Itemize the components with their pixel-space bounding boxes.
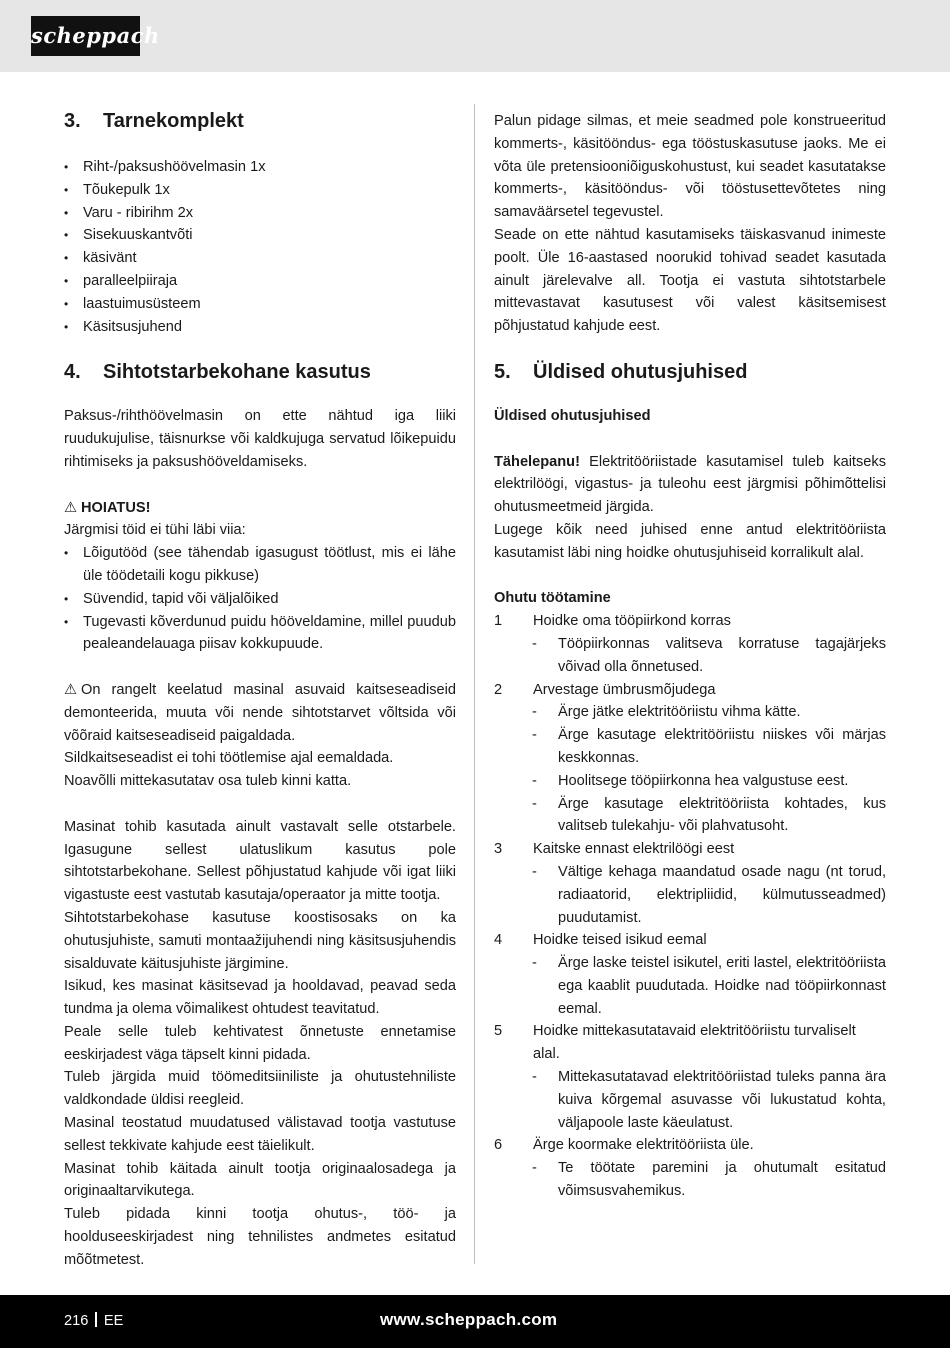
safety-rules-list — [494, 610, 886, 1203]
dash-marker: - — [532, 955, 537, 972]
rule-item — [494, 610, 886, 633]
list-item: • paralleelpiiraja — [64, 270, 456, 293]
dash-marker: - — [532, 863, 537, 880]
warning-icon: ⚠ — [64, 499, 78, 516]
rule-number: 4 — [494, 932, 503, 949]
rule-subtext: Ärge kasutage elektritööriista kohtades, kus valitseb tulekahju- või plahvatusoht. — [558, 795, 886, 835]
list-item: • Sisekuuskantvõti — [64, 224, 456, 247]
attention-label: Tähelepanu! — [494, 453, 580, 470]
rule-number: 1 — [494, 613, 503, 630]
list-item: • laastuimusüsteem — [64, 293, 456, 316]
rule-number: 5 — [494, 1023, 503, 1040]
delivery-list — [64, 156, 456, 338]
paragraph: Tuleb pidada kinni tootja ohutus-, töö- ja hoolduseeskirjadest ning tehnilistes andmetes esitatud mõõtmetest. — [64, 1206, 456, 1268]
rule-text: Arvestage ümbrusmõjudega — [533, 681, 716, 698]
rule-subtext: Vältige kehaga maandatud osade nagu (nt torud, radiaatorid, elektripliidid, külmutusseadmed) puudutamist. — [558, 863, 886, 926]
header-band — [0, 0, 950, 72]
dash-marker: - — [532, 1160, 537, 1177]
rule-subtext: Mittekasutatavad elektritööriistad tuleks panna ära kuiva kõrgemal asuvasse või lukustatud kohta, väljapoole laste käeulatust. — [558, 1069, 886, 1131]
section-5-heading — [494, 360, 886, 384]
usage-paragraphs — [64, 816, 456, 1272]
rule-item — [494, 679, 886, 702]
rule-item — [494, 1134, 886, 1157]
page-indicator — [64, 1310, 123, 1332]
warning-icon: ⚠ — [64, 681, 78, 698]
paragraph: Masinat tohib kasutada ainult vastavalt selle otstarbele. Igasugune sellest ulatuslikum kasutus pole sihtotstarbekohane. Sellest põhjustatud kahjude või igat liiki vigastuste eest vastutab kasutaja/operaator ja mitte tootja. — [64, 818, 456, 904]
rule-text: Kaitske ennast elektrilöögi eest — [533, 841, 735, 858]
paragraph: Isikud, kes masinat käsitsevad ja hooldavad, peavad seda tundma ja olema võimalikest ohtudest teavitatud. — [64, 978, 456, 1018]
rule-item — [494, 929, 886, 952]
section-3-heading — [64, 109, 456, 133]
section-title: Sihtotstarbekohane kasutus — [103, 361, 371, 384]
subsection-title: Üldised ohutusjuhised — [494, 407, 651, 424]
list-item: • Varu - ribirihm 2x — [64, 202, 456, 225]
list-item: • Käsitsusjuhend — [64, 316, 456, 339]
left-column — [64, 108, 456, 1272]
section-number: 3. — [64, 110, 81, 132]
paragraph: Sihtotstarbekohase kasutuse koostisosaks on ka ohutusjuhiste, samuti montaažijuhendi ning käsitsusjuhendis sisalduvate käitusjuhiste järgimine. — [64, 909, 456, 972]
column-divider — [474, 104, 475, 1264]
rule-number: 6 — [494, 1137, 503, 1154]
website-url: www.scheppach.com — [380, 1310, 558, 1329]
paragraph: Masinat tohib käitada ainult tootja originaalosadega ja originaaltarvikutega. — [64, 1160, 456, 1200]
rule-text: Hoidke teised isikud eemal — [533, 932, 707, 949]
rule-subtext: Hoolitsege tööpiirkonna hea valgustuse eest. — [558, 772, 849, 789]
separator — [95, 1312, 97, 1327]
warning-title: HOIATUS! — [81, 499, 151, 516]
rule-item — [494, 1020, 886, 1066]
rule-text: Ärge koormake elektritööriista üle. — [533, 1137, 754, 1154]
right-column — [494, 108, 886, 1203]
dash-marker: - — [532, 1069, 537, 1086]
rule-subitem — [494, 770, 886, 793]
rule-subtext: Ärge jätke elektritööriistu vihma kätte. — [558, 704, 801, 721]
list-item: • käsivänt — [64, 247, 456, 270]
read-instructions-paragraph: Lugege kõik need juhised enne antud elektritööriista kasutamist läbi ning hoidke ohutusjuhiseid korralikult alal. — [494, 521, 886, 561]
list-item: • Tõukepulk 1x — [64, 179, 456, 202]
section-number: 5. — [494, 360, 511, 383]
section-number: 4. — [64, 361, 81, 384]
dash-marker: - — [532, 772, 537, 789]
list-item: • Riht-/paksushöövelmasin 1x — [64, 156, 456, 179]
language-code: EE — [103, 1313, 124, 1329]
paragraph: Masinal teostatud muudatused välistavad tootja vastutuse sellest tekkivate kahjude eest täielikult. — [64, 1115, 456, 1154]
rule-subtext: Ärge kasutage elektritööriistu niiskes või märjas keskkonnas. — [558, 727, 886, 766]
attention-paragraph — [494, 451, 886, 519]
rule-number: 2 — [494, 681, 503, 698]
rule-subitem — [494, 1066, 886, 1134]
rule-subitem — [494, 724, 886, 770]
list-item: • Tugevasti kõverdunud puidu hööveldamine, millel puudub pealeandelauaga piisav kokkupuude. — [64, 611, 456, 657]
rule-number: 3 — [494, 841, 503, 858]
scheppach-logo: scheppach — [31, 16, 140, 56]
paragraph: Noavõlli mittekasutatav osa tuleb kinni katta. — [64, 773, 352, 790]
dash-marker: - — [532, 635, 537, 652]
rule-subtext: Tööpiirkonnas valitseva korratuse tagajärjeks võivad olla õnnetused. — [558, 635, 886, 675]
rule-subitem — [494, 701, 886, 724]
section-title: Tarnekomplekt — [103, 110, 244, 132]
section-4-heading — [64, 360, 456, 384]
rule-subitem — [494, 952, 886, 1020]
safe-work-title: Ohutu töötamine — [494, 590, 611, 607]
rule-subtext: Ärge laske teistel isikutel, eriti lastel, elektritööriista ega kaablit puudutada. Hoidke nad tööpiirkonnast eemal. — [558, 955, 886, 1017]
page-number: 216 — [64, 1313, 89, 1329]
list-item: • Lõigutööd (see tähendab igasugust töötlust, mis ei lähe üle töödetaili kogu pikkuse) — [64, 542, 456, 588]
rule-text: Hoidke oma tööpiirkond korras — [533, 613, 731, 630]
rule-subitem — [494, 1157, 886, 1203]
dash-marker: - — [532, 795, 537, 812]
paragraph: Tuleb järgida muid töömeditsiiniliste ja ohutustehniliste valdkondade üldisi reegleid. — [64, 1069, 456, 1109]
warning-list — [64, 542, 456, 656]
rule-item — [494, 838, 886, 861]
adults-paragraph: Seade on ette nähtud kasutamiseks täiskasvanud inimeste poolt. Üle 16-aastased noorukid tohivad seadet kasutada ainult järelevalve all. Tootja ei vastuta sihtotstarbele mittevastavat kasutusest või valest käsitsemisest põhjustatud kahjude eest. — [494, 226, 886, 335]
warning-lead: Järgmisi töid ei tühi läbi viia: — [64, 522, 246, 539]
dash-marker: - — [532, 727, 537, 744]
footer-band — [0, 1295, 950, 1348]
intended-use-paragraph: Paksus-/rihthöövelmasin on ette nähtud iga liiki ruudukujulise, täisnurkse või kaldkujuga servatud lõikepuidu rihtimiseks ja paksushööveldamiseks. — [64, 408, 456, 470]
safety-device-paragraph — [64, 679, 456, 747]
rule-subitem — [494, 793, 886, 839]
paragraph: Peale selle tuleb kehtivatest õnnetuste ennetamise eeskirjadest väga täpselt kinni pidada. — [64, 1023, 456, 1063]
rule-subtext: Te töötate paremini ja ohutumalt esitatud võimsusvahemikus. — [558, 1160, 886, 1200]
safety-device-text: On rangelt keelatud masinal asuvaid kaitseseadiseid demonteerida, muuta või nende sihtotstarvet võltsida või võõraid kaitseseadiseid paigaldada. — [64, 681, 456, 744]
section-title: Üldised ohutusjuhised — [533, 360, 748, 383]
attention-text: Elektritööriistade kasutamisel tuleb kaitseks elektrilöögi, vigastus- ja tuleohu eest järgmisi põhimõttelisi ohutusmeetmeid järgida. — [494, 453, 886, 516]
list-item: • Süvendid, tapid või väljalõiked — [64, 588, 456, 611]
commercial-use-paragraph: Palun pidage silmas, et meie seadmed pole konstrueeritud kommerts-, käsitööndus- ega tööstuskasutuse jaoks. Me ei võta üle pretensiooniõiguskohustust, kui seadet kasutatakse kommerts-, käsitööndus- või tööstusettevõtetes ning samaväärsetel tegevustel. — [494, 113, 886, 221]
rule-text: Hoidke mittekasutatavaid elektritööriistu turvaliselt alal. — [533, 1023, 856, 1063]
rule-subitem — [494, 633, 886, 679]
paragraph: Sildkaitseseadist ei tohi töötlemise ajal eemaldada. — [64, 750, 394, 767]
warning-heading — [64, 497, 456, 520]
rule-subitem — [494, 861, 886, 929]
dash-marker: - — [532, 704, 537, 721]
